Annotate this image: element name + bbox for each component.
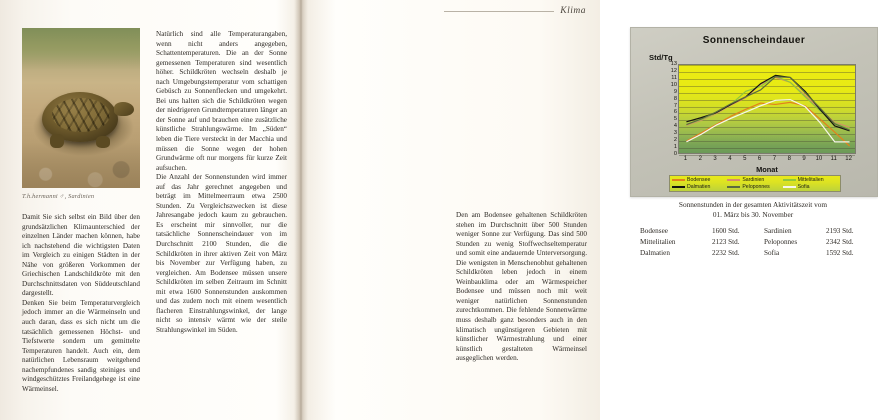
photo-vegetation xyxy=(22,28,140,70)
paragraph: Die Anzahl der Sonnenstunden wird immer auf das Jahr gerechnet angegeben und beträgt im Mittelmeerraum etwa 2500 Stunden. Zu Vergleichszwecken ist diese Jahresangabe jedoch kaum zu gebrauchen. Es erscheint mir sinnvoller, nur die tatsächliche Sonnenscheindauer von im Durchschnitt 2100 Stunden, die die Schildkröten in ihrer aktiven Zeit von März bis November zur Verfügung haben, zu vergleichen. Am Bodensee müssen unsere Schildkröten im selben Zeitraum im Schnitt mit etwa 1600 Sonnenstunden auskommen und das zudem noch mit einem wesentlich flacheren Einstrahlungswinkel, der lange nicht so intensiv wärmt wie der steile Strahlungswinkel im Süden. xyxy=(156,173,287,334)
table-cell-region: Sofia xyxy=(764,249,780,258)
header-rule xyxy=(444,11,554,12)
chart-x-tick-label: 10 xyxy=(815,156,823,162)
table-cell-hours: 2232 Std. xyxy=(712,249,740,258)
chart-legend xyxy=(669,175,841,192)
chart-y-tick-label: 5 xyxy=(673,116,677,123)
chart-y-tick-label: 12 xyxy=(670,67,677,74)
table-caption-line-2: 01. März bis 30. November xyxy=(712,210,794,219)
left-page xyxy=(0,0,300,420)
table-cell-region: Bodensee xyxy=(640,227,668,235)
table-cell-hours: 1600 Std. xyxy=(712,227,740,235)
chart-y-tick-label: 13 xyxy=(670,61,677,67)
legend-label: Peloponnes xyxy=(742,184,770,191)
photo-caption: T.h.hermanni ♂, Sardinien xyxy=(22,193,95,200)
chart-series-layer xyxy=(679,65,857,155)
running-title: Klima xyxy=(560,6,586,16)
left-page-second-column-text xyxy=(156,30,287,336)
chart-x-tick-label: 5 xyxy=(743,156,747,162)
chart-x-tick-label: 2 xyxy=(698,156,702,162)
sunshine-hours-table xyxy=(640,226,874,260)
chart-y-tick-label: 2 xyxy=(673,137,677,144)
tortoise-rear-leg xyxy=(96,136,110,148)
chart-y-tick-label: 7 xyxy=(673,102,677,109)
chart-series-sardinien xyxy=(686,77,849,127)
legend-swatch-icon xyxy=(727,186,740,188)
legend-swatch-icon xyxy=(783,179,796,181)
chart-x-tick-label: 4 xyxy=(728,156,732,162)
table-cell-hours: 2193 Std. xyxy=(826,227,854,235)
left-column-text xyxy=(22,213,140,394)
table-cell-hours: 1592 Std. xyxy=(826,249,854,258)
legend-swatch-icon xyxy=(727,179,740,181)
photo-ground xyxy=(22,142,140,188)
chart-y-tick-label: 1 xyxy=(673,144,677,151)
table-row xyxy=(640,237,874,248)
chart-y-tick-label: 3 xyxy=(673,130,677,137)
chart-x-tick-label: 7 xyxy=(772,156,777,162)
legend-label: Dalmatien xyxy=(687,184,711,191)
paragraph: Den am Bodensee gehaltenen Schildkröten stehen im Durchschnitt über 500 Stunden weniger Sonne zur Verfügung. Das sind 500 Stunden zu wenig Stoffwechseltemperatur und somit eine andauernde Unterversorgung. Die wenigsten in Menschenobhut gehaltenen Schildkröten leben jedoch in einem Weinbauklima oder am Wärmespeicher Bodensee und müssen noch mit weit weniger natürlichen Sonnenstunden zurechtkommen. Die fehlende Sonnenwärme muss deshalb ganz besonders auch in den klimatisch ungünstigeren Gebieten mit künstlicher Wärmestrahlung und einer künstlich gestalteten Wärmeinsel ausgeglichen werden. xyxy=(456,211,587,363)
table-caption-line-1: Sonnenstunden in der gesamten Aktivitätszeit vom xyxy=(678,200,828,209)
chart-title: Sonnenscheindauer xyxy=(702,35,806,46)
chart-legend-item xyxy=(672,177,727,183)
chart-series-sofia xyxy=(686,100,849,142)
chart-plot-canvas xyxy=(678,64,856,154)
tortoise-front-leg xyxy=(50,134,64,148)
chart-x-tick-label: 9 xyxy=(802,156,806,162)
table-cell-region: Sardinien xyxy=(764,227,792,235)
right-page-body-text xyxy=(456,211,587,364)
chart-y-axis-label: Std/Tg xyxy=(649,53,673,62)
chart-y-tick-label: 11 xyxy=(671,74,677,81)
table-cell-region: Peloponnes xyxy=(764,238,798,247)
legend-label: Sardinien xyxy=(742,176,765,183)
table-cell-region: Dalmatien xyxy=(640,249,670,258)
legend-label: Bodensee xyxy=(687,176,711,183)
table-row xyxy=(640,226,874,237)
chart-y-tick-label: 6 xyxy=(673,109,677,116)
running-header xyxy=(444,6,586,16)
tortoise-photo xyxy=(22,28,140,188)
chart-legend-item xyxy=(672,184,727,190)
chart-y-tick-label: 8 xyxy=(673,95,677,102)
legend-swatch-icon xyxy=(672,179,685,181)
legend-swatch-icon xyxy=(672,186,685,188)
legend-label: Mittelitalien xyxy=(797,176,824,183)
table-caption xyxy=(630,200,876,220)
tortoise-head xyxy=(114,102,134,116)
legend-label: Sofia xyxy=(797,184,810,191)
legend-swatch-icon xyxy=(783,186,796,188)
chart-y-tick-label: 10 xyxy=(670,81,677,88)
table-row xyxy=(640,248,874,259)
table-cell-region: Mittelitalien xyxy=(640,238,676,247)
sunshine-duration-chart xyxy=(630,27,878,197)
table-cell-hours: 2123 Std. xyxy=(712,238,740,247)
chart-x-tick-label: 11 xyxy=(830,156,837,162)
chart-x-tick-label: 8 xyxy=(787,156,791,162)
chart-y-axis-ticks xyxy=(653,61,677,157)
paragraph: Damit Sie sich selbst ein Bild über den grundsätzlichen Klimaunterschied der einzelnen Länder machen können, habe ich nachstehend die wichtigsten Daten im Vergleich zu einigen Städten in der Nähe von größeren Vorkommen der Griechischen Landschildkröte mit den Durchschnittsdaten von Süddeutschland dargestellt. xyxy=(22,213,140,298)
chart-y-tick-label: 9 xyxy=(673,88,677,95)
chart-y-tick-label: 4 xyxy=(673,123,677,130)
chart-legend-item xyxy=(783,184,838,190)
chart-x-tick-label: 3 xyxy=(713,156,717,162)
chart-x-axis-label: Monat xyxy=(756,165,778,174)
chart-y-tick-label: 0 xyxy=(673,151,677,157)
chart-x-tick-label: 12 xyxy=(845,156,852,162)
chart-legend-item xyxy=(727,184,782,190)
right-page xyxy=(300,0,854,420)
chart-legend-item xyxy=(727,177,782,183)
chart-x-tick-label: 6 xyxy=(757,156,762,162)
chart-series-bodensee xyxy=(686,102,849,146)
chart-plot-area xyxy=(678,64,856,154)
chart-legend-item xyxy=(783,177,838,183)
chart-x-tick-label: 1 xyxy=(683,156,688,162)
paragraph: Natürlich sind alle Temperaturangaben, wenn nicht anders angegeben, Schattentemperaturen. Die an der Sonne gemessenen Temperaturen sind wesentlich höher. Schildkröten wechseln deshalb je nach Umgebungstemperatur vom schattigen Gebüsch zu Sonnenflecken und umgekehrt. Bei uns halten sich die Schildkröten wegen der niedrigeren Grundtemperaturen länger an der Sonne auf und brauchen eine zusätzliche künstliche Strahlungswärme. Im „Süden“ leben die Tiere versteckt in der Macchia und müssen die Sonne wegen der hohen Grundwärme oft nur morgens für kurze Zeit aufsuchen. xyxy=(156,30,287,172)
table-cell-hours: 2342 Std. xyxy=(826,238,854,247)
paragraph: Denken Sie beim Temperaturvergleich jedoch immer an die Wärmeinseln und auch daran, dass es sich nicht um die tatsächlich gemessenen Höchst- und Tiefstwerte sondern um gemittelte Temperaturen handelt. Auch ein, dem natürlichen Lebensraum weitgehend nachempfundenes sandig steiniges und windgeschütztes Freilandgehege ist eine Wärmeinsel. xyxy=(22,298,140,393)
